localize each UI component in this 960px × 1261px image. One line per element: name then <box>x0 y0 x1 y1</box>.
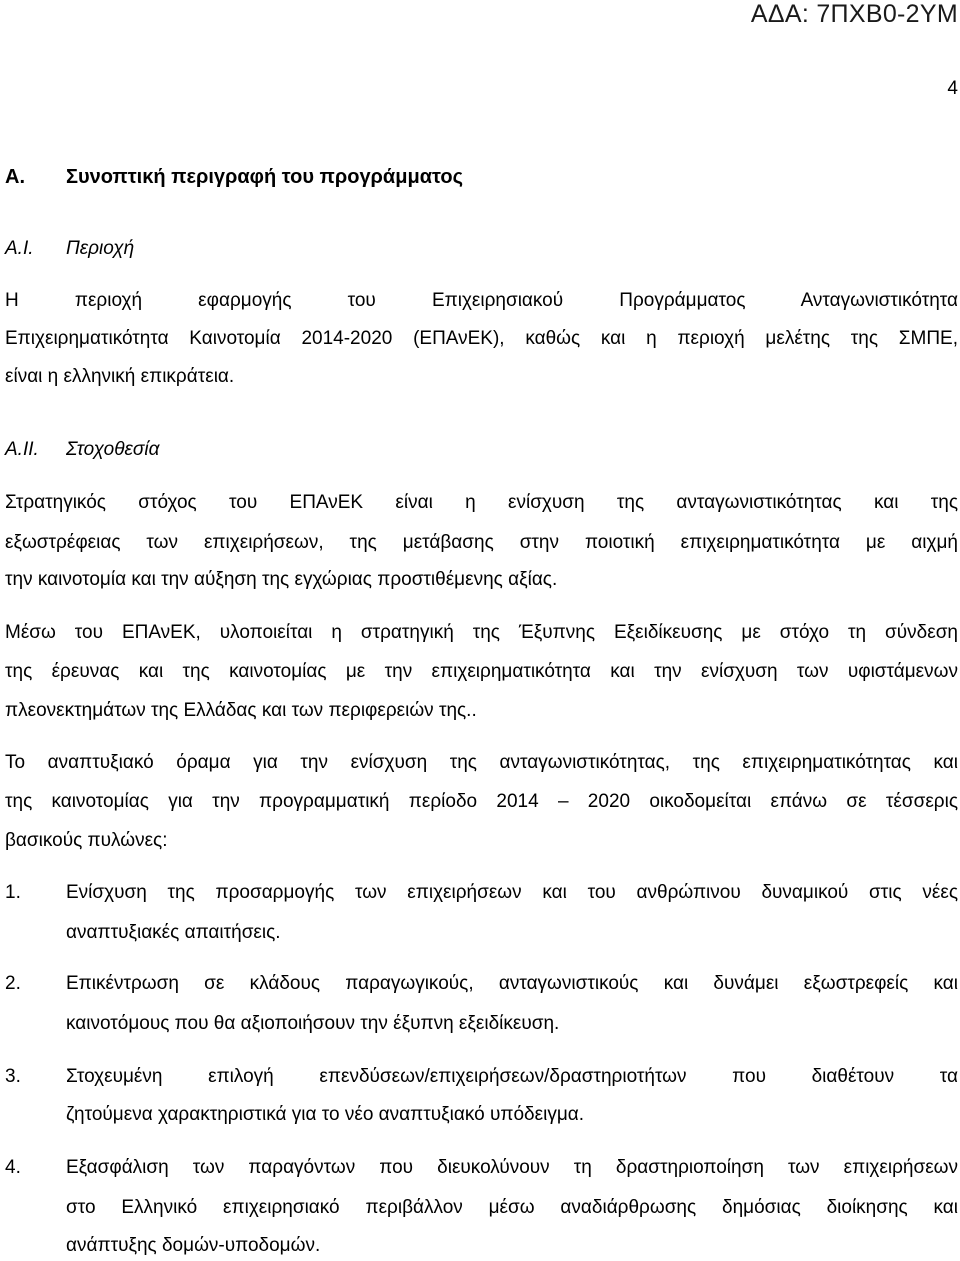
section-a2-title: Στοχοθεσία <box>66 439 160 460</box>
paragraph-line: Μέσω του ΕΠΑνΕΚ, υλοποιείται η στρατηγική της Έξυπνης Εξειδίκευσης με στόχο τη σύνδεση <box>5 622 958 643</box>
paragraph-line: βασικούς πυλώνες: <box>5 830 168 851</box>
list-item-line: ανάπτυξης δομών-υποδομών. <box>66 1235 321 1256</box>
page-number: 4 <box>947 78 958 99</box>
list-item-line: Στοχευμένη επιλογή επενδύσεων/επιχειρήσεων/δραστηριοτήτων που διαθέτουν τα <box>66 1066 958 1087</box>
paragraph-line: Το αναπτυξιακό όραμα για την ενίσχυση της ανταγωνιστικότητας, της επιχειρηματικότητας και <box>5 752 958 773</box>
section-a1-title: Περιοχή <box>66 238 135 259</box>
paragraph-line: Στρατηγικός στόχος του ΕΠΑνΕΚ είναι η ενίσχυση της ανταγωνιστικότητας και της <box>5 492 958 513</box>
paragraph-line: Η περιοχή εφαρμογής του Επιχειρησιακού Προγράμματος Ανταγωνιστικότητα <box>5 290 958 311</box>
list-item-line: ζητούμενα χαρακτηριστικά για το νέο αναπτυξιακό υπόδειγμα. <box>66 1104 585 1125</box>
section-a-label: Α. <box>5 166 25 188</box>
list-item-line: στο Ελληνικό επιχειρησιακό περιβάλλον μέσω αναδιάρθρωσης δημόσιας διοίκησης και <box>66 1197 958 1218</box>
list-item-line: Ενίσχυση της προσαρμογής των επιχειρήσεων και του ανθρώπινου δυναμικού στις νέες <box>66 882 958 903</box>
section-a1-label: Α.Ι. <box>5 238 34 259</box>
list-item-line: Εξασφάλιση των παραγόντων που διευκολύνουν τη δραστηριοποίηση των επιχειρήσεων <box>66 1157 958 1178</box>
paragraph-line: την καινοτομία και την αύξηση της εγχώριας προστιθέμενης αξίας. <box>5 569 558 590</box>
list-item-line: καινοτόμους που θα αξιοποιήσουν την έξυπνη εξειδίκευση. <box>66 1013 560 1034</box>
section-a2-label: Α.ΙΙ. <box>5 439 39 460</box>
paragraph-line: της έρευνας και της καινοτομίας με την επιχειρηματικότητα και την ενίσχυση των υφιστάμενων <box>5 661 958 682</box>
ada-code: ΑΔΑ: 7ΠΧΒ0-2ΥΜ <box>750 0 958 28</box>
paragraph-line: της καινοτομίας για την προγραμματική περίοδο 2014 – 2020 οικοδομείται επάνω σε τέσσερις <box>5 791 958 812</box>
list-item-line: Επικέντρωση σε κλάδους παραγωγικούς, ανταγωνιστικούς και δυνάμει εξωστρεφείς και <box>66 973 958 994</box>
paragraph-line: είναι η ελληνική επικράτεια. <box>5 366 235 387</box>
section-a-title: Συνοπτική περιγραφή του προγράμματος <box>66 166 463 188</box>
list-item-number: 3. <box>5 1066 21 1087</box>
list-item-number: 4. <box>5 1157 21 1178</box>
list-item-number: 1. <box>5 882 21 903</box>
paragraph-line: Επιχειρηματικότητα Καινοτομία 2014-2020 (ΕΠΑνΕΚ), καθώς και η περιοχή μελέτης της ΣΜΠΕ, <box>5 328 958 349</box>
paragraph-line: πλεονεκτημάτων της Ελλάδας και των περιφερειών της.. <box>5 700 477 721</box>
list-item-line: αναπτυξιακές απαιτήσεις. <box>66 922 281 943</box>
list-item-number: 2. <box>5 973 21 994</box>
paragraph-line: εξωστρέφειας των επιχειρήσεων, της μετάβασης στην ποιοτική επιχειρηματικότητα με αιχμή <box>5 532 958 553</box>
